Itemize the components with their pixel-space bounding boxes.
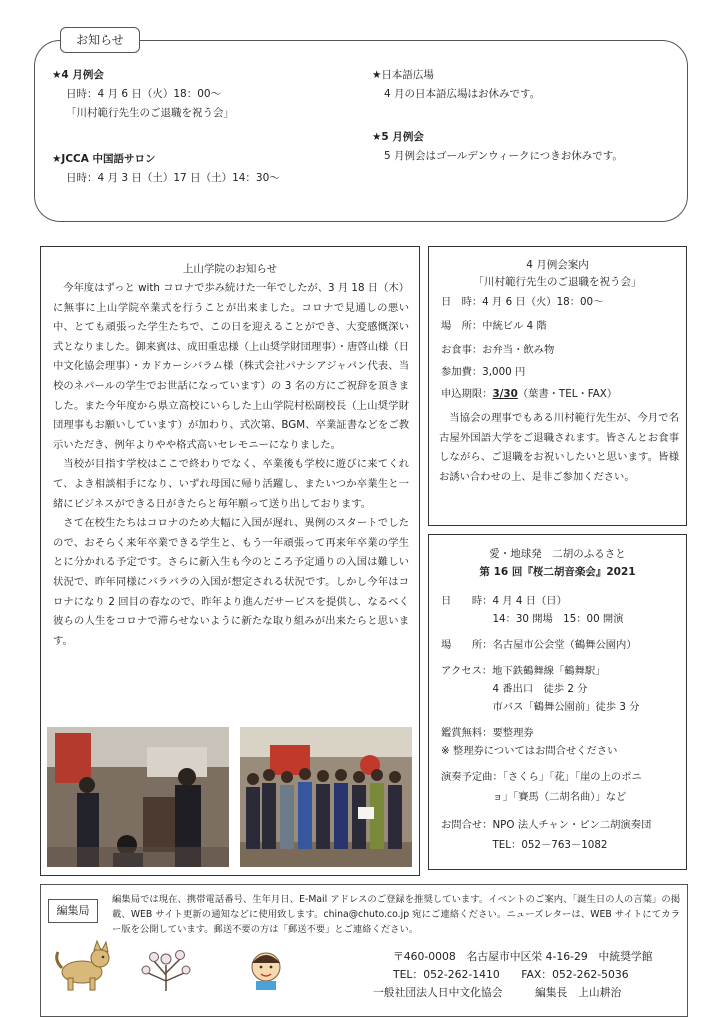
notice-head: ★5 月例会 — [372, 131, 424, 143]
kamiyama-article — [40, 246, 420, 876]
kamiyama-paragraph: 今年度はずっと with コロナで歩み続けた一年でしたが、3 月 18 日（木）に無事に上山学院卒業式を行うことが出来ました。コロナで見通しの悪い中、とても頑張った学生たちで、この日を迎えることができ、大変感慨深い式となりました。御来賓は、成田重忠様（上山奨学財団理事）・唐啓山様（日中文化協会理事）・カドカーシバラム様（株式会社パナシアジャパン代表、当校のネパールの学生でお世話になっています）の 3 名の方にご祝辞を頂きました。また今年度から県立高校にいらした上山学院村松副校長（上山奨学財団理事もお願いしています）が加わり、式次第、BGM、卒業証書などをご教示いただき、例年よりやや格式高いセレモニーになりました。 — [53, 282, 409, 451]
concert-row: 鑑賞無料：要整理券 — [441, 727, 534, 739]
concert-row: 14：30 開場 15：00 開演 — [441, 613, 624, 625]
concert-row: アクセス：地下鉄鶴舞線「鶴舞駅」 — [441, 665, 606, 677]
graduation-photo-2 — [240, 727, 412, 867]
concert-row: 日 時：4 月 4 日（日） — [441, 595, 567, 607]
graduation-photo-1-image — [47, 727, 229, 867]
notice-line: 「川村範行先生のご退職を祝う会」 — [66, 107, 234, 119]
deadline-label: 申込期限： — [441, 388, 493, 400]
concert-row: お問合せ：NPO 法人チャン・ピン二胡演奏団 — [441, 819, 652, 831]
notice-head: ★4 月例会 — [52, 69, 104, 81]
kamiyama-title: 上山学院のお知らせ — [182, 263, 278, 275]
meeting-title: 4 月例会案内 — [526, 259, 589, 271]
editor-label: 編集局 — [48, 899, 98, 923]
concert-row: ョ」「賽馬（二胡名曲）」など — [441, 791, 627, 803]
meeting-message: 当協会の理事でもある川村範行先生が、今月で名古屋外国語大学をご退職されます。皆さんとお食事しながら、ご退職をお祝いしたいと思います。皆様お誘い合わせの上、是非ご参加ください。 — [439, 412, 679, 483]
notice-head: ★日本語広場 — [372, 69, 434, 81]
deadline-rest: （葉書・TEL・FAX） — [517, 388, 618, 400]
notice-4gatsu — [52, 66, 234, 123]
concert-row: ※ 整理券についてはお問合せください — [441, 745, 618, 757]
notice-jcca — [52, 150, 280, 188]
notice-line: 日時：4 月 3 日（土）17 日（土）14：30～ — [66, 172, 280, 184]
kamiyama-body — [53, 279, 409, 651]
meeting-row: 場 所：中統ビル 4 階 — [441, 320, 547, 332]
meeting-deadline — [441, 385, 617, 403]
concert-info-box — [428, 534, 687, 870]
meeting-subtitle: 「川村範行先生のご退職を祝う会」 — [473, 276, 642, 288]
concert-row: 演奏予定曲：「さくら」「花」「崖の上のポニ — [441, 771, 642, 783]
kamiyama-paragraph: 当校が目指す学校はここで終わりでなく、卒業後も学校に遊びに来てくれて、よき相談相手になり、いずれ母国に帰り活躍し、またいつか卒業生と一緒にビジネスができる日がきたらと毎年願って送り出しております。 — [53, 458, 409, 510]
footer-tel: TEL：052-262-1410 FAX：052-262-5036 — [393, 968, 629, 981]
notice-tab: お知らせ — [60, 27, 140, 53]
deadline-value: 3/30 — [492, 388, 518, 400]
dog-illustration-icon — [52, 938, 114, 994]
concert-row: 4 番出口 徒歩 2 分 — [441, 683, 588, 695]
notice-line: 5 月例会はゴールデンウィークにつきお休みです。 — [384, 150, 623, 162]
child-illustration-icon — [244, 947, 288, 991]
meeting-info-box — [428, 246, 687, 526]
graduation-photo-2-image — [240, 727, 412, 867]
footer-address: 〒460-0008 名古屋市中区栄 4-16-29 中統奨学館 — [393, 950, 653, 963]
meeting-row: 日 時：4 月 6 日（火）18：00～ — [441, 296, 604, 308]
flower-illustration-icon — [138, 945, 194, 993]
concert-title-1: 愛・地球発 二胡のふるさと — [489, 548, 626, 560]
kamiyama-paragraph: さて在校生たちはコロナのため大幅に入国が遅れ、異例のスタートでしたので、おそらく来年卒業できる学生と、もう一年頑張って再来年卒業の学生とに分かれる予定です。さらに新入生も今のところ予定通りの入国は難しい状況で、昨年同様にバラバラの入国が想定される状況です。しかし今年はコロナになり 2 回目の春なので、昨年より進んだサービスを提供し、なるべく彼らの人生をコロナで滞らせないように新たな取り組みが出来たらと思います。 — [53, 517, 409, 647]
meeting-row: 参加費：3,000 円 — [441, 366, 526, 378]
notice-line: 日時：4 月 6 日（火）18：00～ — [66, 88, 222, 100]
concert-row: 市バス「鶴舞公園前」徒歩 3 分 — [441, 701, 640, 713]
notice-nihongo — [372, 66, 540, 104]
concert-row: 場 所：名古屋市公会堂（鶴舞公園内） — [441, 639, 637, 651]
graduation-photo-1 — [47, 727, 229, 867]
concert-title-2: 第 16 回『桜二胡音楽会』2021 — [479, 566, 636, 578]
concert-row: TEL：052－763－1082 — [441, 839, 608, 851]
notice-head: ★JCCA 中国語サロン — [52, 153, 156, 165]
footer-text: 編集局では現在、携帯電話番号、生年月日、E-Mail アドレスのご登録を推奨しています。イベントのご案内、「誕生日の人の言葉」の掲載、WEB サイト更新の通知などに使用致します。china@chuto.co.jp 宛にご連絡ください。ニューズレターは、WEB サイトにてカラー版を公開しています。郵送不要の方は「郵送不要」とご連絡ください。 — [112, 894, 680, 935]
notice-line: 4 月の日本語広場はお休みです。 — [384, 88, 541, 100]
meeting-row: お食事：お弁当・飲み物 — [441, 344, 555, 356]
footer-org: 一般社団法人日中文化協会 編集長 上山耕治 — [373, 986, 622, 999]
notice-5gatsu — [372, 128, 623, 166]
